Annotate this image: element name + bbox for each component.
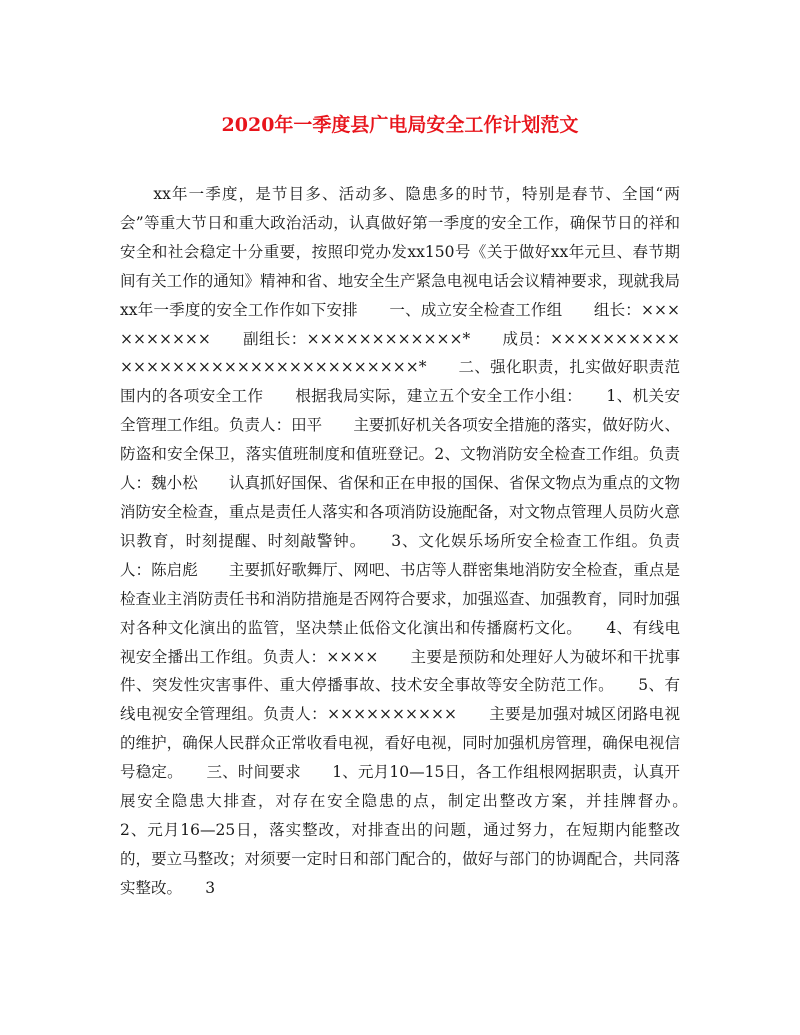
document-body: xx年一季度，是节目多、活动多、隐患多的时节，特别是春节、全国“两会”等重大节日和重大政治活动，认真做好第一季度的安全工作，确保节日的祥和安全和社会稳定十分重要，按照印党办发xx150号《关于做好xx年元旦、春节期间有关工作的通知》精神和省、地安全生产紧急电视电话会议精神要求，现就我局xx年一季度的安全工作作如下安排 一、成立安全检查工作组 组长：×××××××××× 副组长：××××××××××××* 成员：×××××××××××××××××××××××××××××××××* 二、强化职责，扎实做好职责范围内的各项安全工作 根据我局实际，建立五个安全工作小组： 1、机关安全管理工作组。负责人：田平 主要抓好机关各项安全措施的落实，做好防火、防盗和安全保卫，落实值班制度和值班登记。2、文物消防安全检查工作组。负责人：魏小松 认真抓好国保、省保和正在申报的国保、省保文物点为重点的文物消防安全检查，重点是责任人落实和各项消防设施配备，对文物点管理人员防火意识教育，时刻提醒、时刻敲警钟。 3、文化娱乐场所安全检查工作组。负责人：陈启彪 主要抓好歌舞厅、网吧、书店等人群密集地消防安全检查，重点是检查业主消防责任书和消防措施是否网符合要求，加强巡查、加强教育，同时加强对各种文化演出的监管，坚决禁止低俗文化演出和传播腐朽文化。 4、有线电视安全播出工作组。负责人：×××× 主要是预防和处理好人为破坏和干扰事件、突发性灾害事件、重大停播事故、技术安全事故等安全防范工作。 5、有线电视安全管理组。负责人：×××××××××× 主要是加强对城区闭路电视的维护，确保人民群众正常收看电视，看好电视，同时加强机房管理，确保电视信号稳定。 三、时间要求 1、元月10—15日，各工作组根网据职责，认真开展安全隐患大排查，对存在安全隐患的点，制定出整改方案，并挂牌督办。 2、元月16—25日，落实整改，对排查出的问题，通过努力，在短期内能整改的，要立马整改；对须要一定时日和部门配合的，做好与部门的协调配合，共同落实整改。 3 <box>120 185 712 897</box>
document-title: 2020年一季度县广电局安全工作计划范文 <box>221 114 579 136</box>
